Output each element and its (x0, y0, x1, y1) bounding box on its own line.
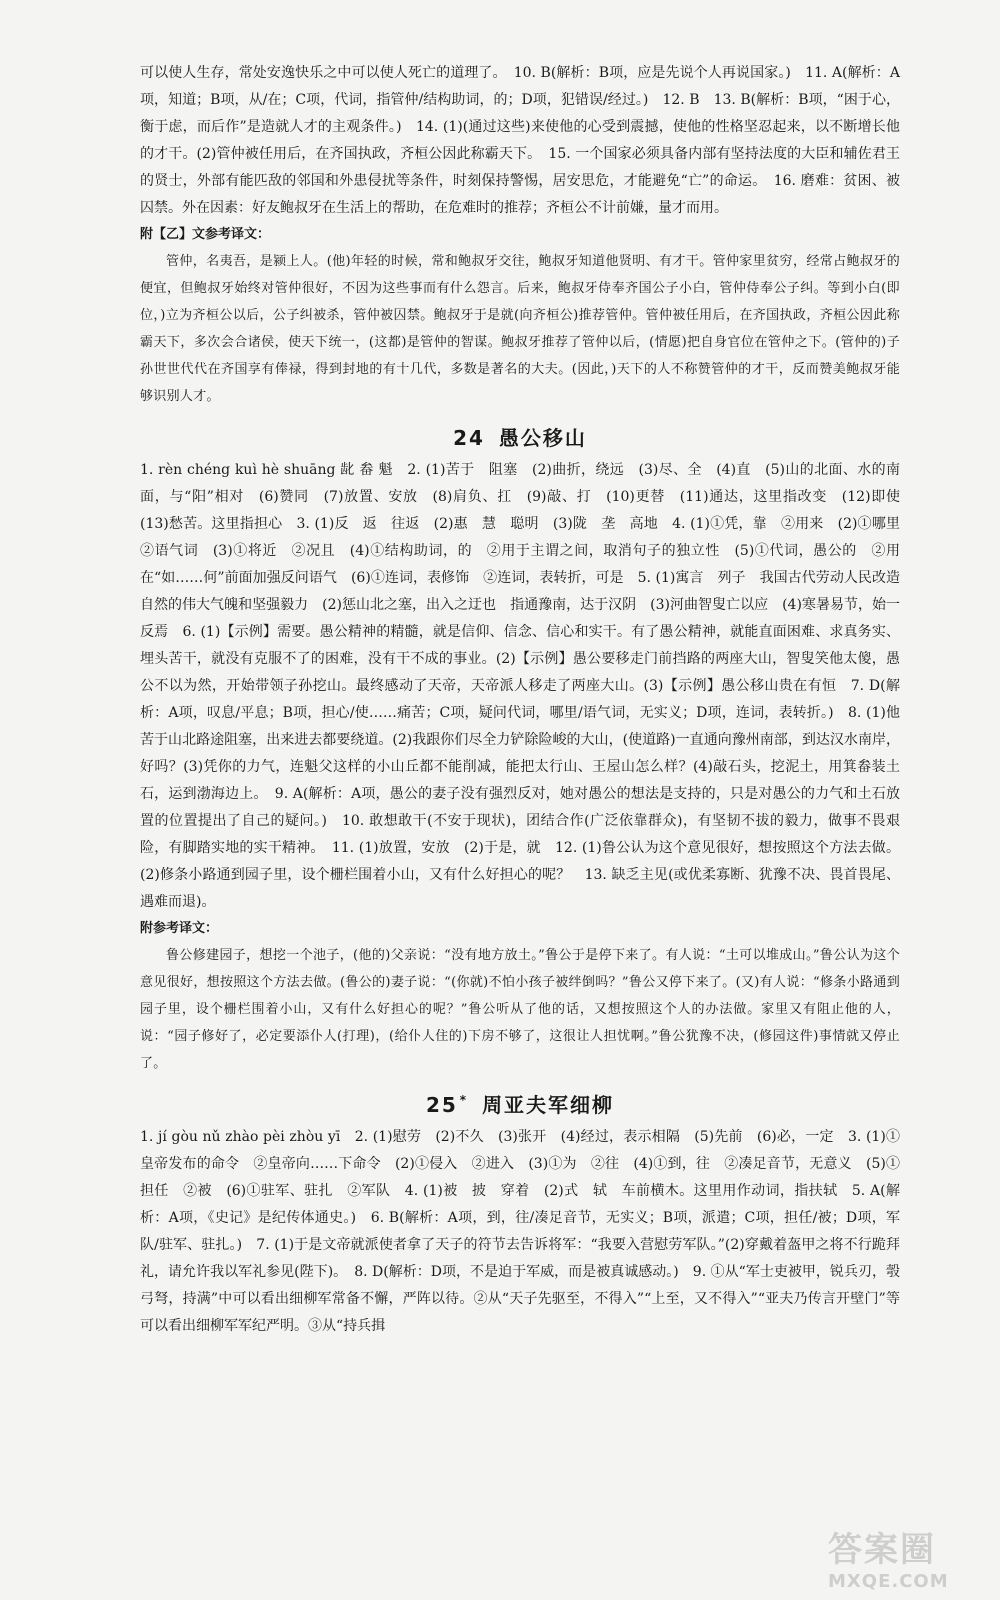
translation-heading-2: 附参考译文： (140, 921, 219, 936)
section-name: 愚公移山 (498, 426, 587, 450)
answer-page (140, 60, 914, 1340)
translation-text-2: 鲁公修建园子，想挖一个池子，(他的)父亲说：“没有地方放土。”鲁公于是停下来了。有人说：“土可以堆成山。”鲁公认为这个意见很好，想按照这个方法去做。(鲁公的)妻子说：“(你就)不怕小孩子被绊倒吗？”鲁公又停下来了。(又)有人说：“修条小路通到园子里，设个栅栏围着小山，又有什么好担心的呢？”鲁公听从了他的话，又想按照这个人的办法做。家里又有阻止他的人，说：“园子修好了，必定要添仆人(打理)，(给仆人住的)下房不够了，这很让人担忧啊。”鲁公犹豫不决，(修园这件)事情就又停止了。 (140, 948, 900, 1071)
section-title-25 (140, 1089, 900, 1118)
answers-block-24: 1. rèn chéng kuì hè shuāng 龀 畚 魁 2. (1)苦于 阻塞 (2)曲折，绕远 (3)尽、全 (4)直 (5)山的北面、水的南面，与“阳”相对 (6)赞同 (7)放置、安放 (8)肩负、扛 (9)敲、打 (10)更替 (11)通达，这里指改变 (12)即使 (13)愁苦。这里指担心 3. (1)反 返 往返 (2)惠 慧 聪明 (3)陇 垄 高地 4. (1)①凭，靠 ②用来 (2)①哪里 ②语气词 (3)①将近 ②况且 (4)①结构助词，的 ②用于主谓之间，取消句子的独立性 (5)①代词，愚公的 ②用在“如……何”前面加强反问语气 (6)①连词，表修饰 ②连词，表转折，可是 5. (1)寓言 列子 我国古代劳动人民改造自然的伟大气魄和坚强毅力 (2)惩山北之塞，出入之迂也 指通豫南，达于汉阴 (3)河曲智叟亡以应 (4)寒暑易节，始一反焉 6. (1)【示例】需要。愚公精神的精髓，就是信仰、信念、信心和实干。有了愚公精神，就能直面困难、求真务实、埋头苦干，就没有克服不了的困难，没有干不成的事业。(2)【示例】愚公要移走门前挡路的两座大山，智叟笑他太傻，愚公不以为然，开始带领子孙挖山。最终感动了天帝，天帝派人移走了两座大山。(3)【示例】愚公移山贵在有恒 7. D(解析：A项，叹息/平息；B项，担心/使……痛苦；C项，疑问代词，哪里/语气词，无实义；D项，连词，表转折。) 8. (1)他苦于山北路途阻塞，出来进去都要绕道。(2)我跟你们尽全力铲除险峻的大山，(使道路)一直通向豫州南部，到达汉水南岸，好吗？(3)凭你的力气，连魁父这样的小山丘都不能削减，能把太行山、王屋山怎么样？(4)敲石头，挖泥土，用箕畚装土石，运到渤海边上。 9. A(解析：A项，愚公的妻子没有强烈反对，她对愚公的想法是支持的，只是对愚公的力气和土石放置的位置提出了自己的疑问。) 10. 敢想敢干(不安于现状)，团结合作(广泛依靠群众)，有坚韧不拔的毅力，做事不畏艰险，有脚踏实地的实干精神。 11. (1)放置，安放 (2)于是，就 12. (1)鲁公认为这个意见很好，想按照这个方法去做。(2)修条小路通到园子里，设个栅栏围着小山，又有什么好担心的呢？ 13. 缺乏主见(或优柔寡断、犹豫不决、畏首畏尾、遇难而退)。 (140, 462, 914, 910)
watermark-url: MXQE.COM (828, 1571, 949, 1592)
translation-text-1: 管仲，名夷吾，是颍上人。(他)年轻的时候，常和鲍叔牙交往，鲍叔牙知道他贤明、有才干。管仲家里贫穷，经常占鲍叔牙的便宜，但鲍叔牙始终对管仲很好，不因为这些事而有什么怨言。后来，鲍叔牙侍奉齐国公子小白，管仲侍奉公子纠。等到小白(即位，)立为齐桓公以后，公子纠被杀，管仲被囚禁。鲍叔牙于是就(向齐桓公)推荐管仲。管仲被任用后，在齐国执政，齐桓公因此称霸天下，多次会合诸侯，使天下统一，(这都)是管仲的智谋。鲍叔牙推荐了管仲以后，(情愿)把自身官位在管仲之下。(管仲的)子孙世世代代在齐国享有俸禄，得到封地的有十几代，多数是著名的大夫。(因此，)天下的人不称赞管仲的才干，反而赞美鲍叔牙能够识别人才。 (140, 254, 900, 404)
optional-star: * (459, 1093, 469, 1108)
section-number (426, 1093, 468, 1117)
site-watermark (828, 1522, 988, 1592)
watermark-logo: 答案圈 (828, 1530, 936, 1570)
section-name: 周亚夫军细柳 (482, 1093, 615, 1117)
translation-heading-1: 附【乙】文参考译文： (140, 227, 271, 242)
section-title-24 (140, 422, 900, 451)
section-number: 24 (453, 426, 485, 450)
section-number-text: 25 (425, 1093, 458, 1117)
answers-block-23: 可以使人生存，常处安逸快乐之中可以使人死亡的道理了。 10. B(解析：B项，应是先说个人再说国家。) 11. A(解析：A项，知道；B项，从/在；C项，代词，指管仲/结构助词，的；D项，犯错误/经过。) 12. B 13. B(解析：B项，“困于心，衡于虑，而后作”是造就人才的主观条件。) 14. (1)(通过这些)来使他的心受到震撼，使他的性格坚忍起来，以不断增长他的才干。(2)管仲被任用后，在齐国执政，齐桓公因此称霸天下。 15. 一个国家必须具备内部有坚持法度的大臣和辅佐君王的贤士，外部有能匹敌的邻国和外患侵扰等条件，时刻保持警惕，居安思危，才能避免“亡”的命运。 16. 磨难：贫困、被囚禁。外在因素：好友鲍叔牙在生活上的帮助，在危难时的推荐；齐桓公不计前嫌，量才而用。 (140, 65, 900, 216)
answers-block-25: 1. jí gòu nǔ zhào pèi zhòu yī 2. (1)慰劳 (2)不久 (3)张开 (4)经过，表示相隔 (5)先前 (6)必，一定 3. (1)①皇帝发布的命令 ②皇帝向……下命令 (2)①侵入 ②进入 (3)①为 ②往 (4)①到，往 ②凑足音节，无意义 (5)①担任 ②被 (6)①驻军、驻扎 ②军队 4. (1)被 披 穿着 (2)式 轼 车前横木。这里用作动词，指扶轼 5. A(解析：A项，《史记》是纪传体通史。) 6. B(解析：A项，到，往/凑足音节，无实义；B项，派遣；C项，担任/被；D项，军队/驻军、驻扎。) 7. (1)于是文帝就派使者拿了天子的符节去告诉将军：“我要入营慰劳军队。”(2)穿戴着盔甲之将不行跪拜礼，请允许我以军礼参见(陛下)。 8. D(解析：D项，不是迫于军威，而是被真诚感动。) 9. ①从“军士吏被甲，锐兵刃，彀弓弩，持满”中可以看出细柳军常备不懈，严阵以待。②从“天子先驱至，不得入”“上至，又不得入”“亚夫乃传言开壁门”等可以看出细柳军军纪严明。③从“持兵揖 (140, 1129, 900, 1334)
